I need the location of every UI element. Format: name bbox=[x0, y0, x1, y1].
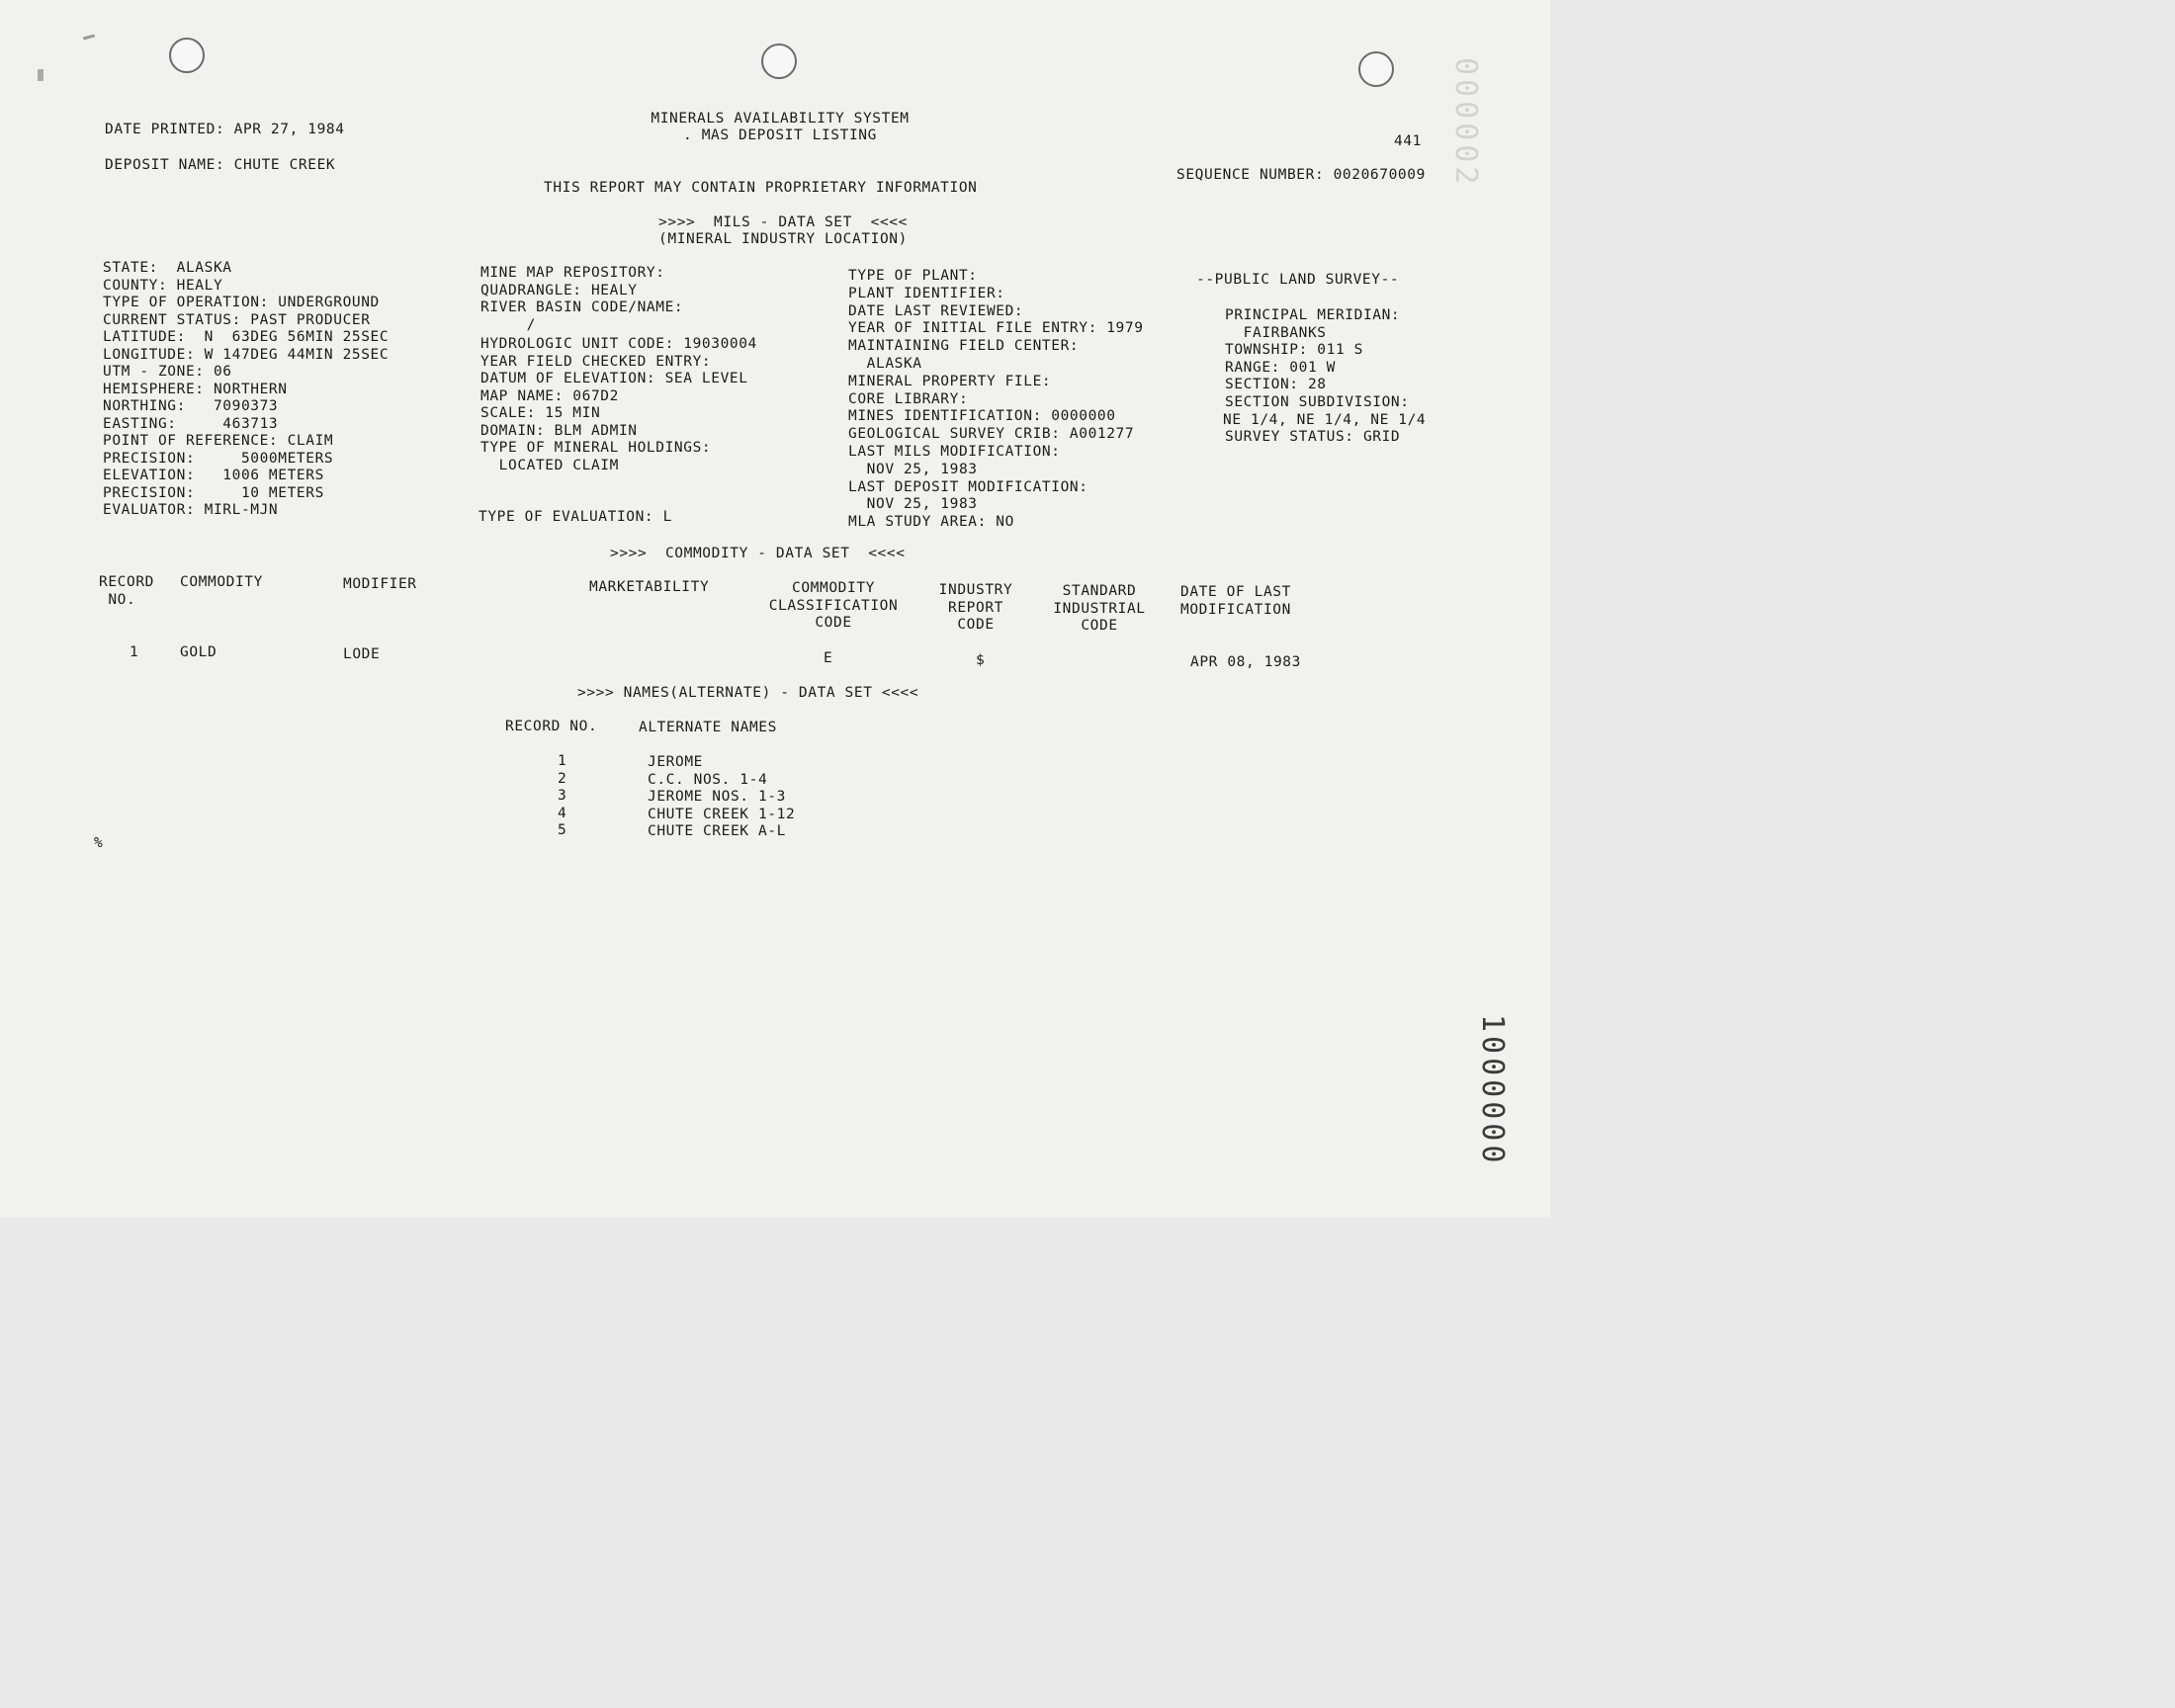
field-line: ELEVATION: 1006 METERS bbox=[103, 468, 324, 483]
alt-record-no: 4 bbox=[558, 806, 567, 821]
system-title: MINERALS AVAILABILITY SYSTEM bbox=[651, 111, 910, 127]
alternate-names-heading: >>>> NAMES(ALTERNATE) - DATA SET <<<< bbox=[577, 685, 919, 701]
alt-name: CHUTE CREEK A-L bbox=[648, 823, 786, 839]
cell-commodity: GOLD bbox=[180, 644, 218, 660]
field-line: MINES IDENTIFICATION: 0000000 bbox=[848, 408, 1116, 425]
field-line: NOV 25, 1983 bbox=[848, 461, 978, 477]
page-number: 441 bbox=[1394, 133, 1422, 149]
alt-name: CHUTE CREEK 1-12 bbox=[648, 807, 796, 822]
cell-industry-report: $ bbox=[976, 652, 986, 668]
cell-modifier: LODE bbox=[343, 646, 381, 662]
field-line: SECTION: 28 bbox=[1225, 377, 1327, 393]
commodity-heading: >>>> COMMODITY - DATA SET <<<< bbox=[610, 546, 906, 561]
field-line: MAP NAME: 067D2 bbox=[480, 387, 619, 404]
col-header-industry-report: INDUSTRY REPORT CODE bbox=[938, 582, 1013, 633]
field-line: LATITUDE: N 63DEG 56MIN 25SEC bbox=[103, 329, 390, 345]
field-line: EASTING: 463713 bbox=[103, 415, 279, 432]
date-printed: DATE PRINTED: APR 27, 1984 bbox=[105, 122, 345, 137]
alt-record-no: 5 bbox=[558, 822, 567, 838]
field-line: YEAR OF INITIAL FILE ENTRY: 1979 bbox=[848, 320, 1144, 337]
col-header-alt-names: ALTERNATE NAMES bbox=[639, 720, 777, 735]
field-line: SURVEY STATUS: GRID bbox=[1225, 429, 1401, 446]
field-line: / bbox=[480, 316, 536, 333]
field-line: TYPE OF MINERAL HOLDINGS: bbox=[480, 440, 712, 456]
scan-speck bbox=[38, 69, 44, 81]
field-line: HEMISPHERE: NORTHERN bbox=[103, 381, 288, 397]
field-line: GEOLOGICAL SURVEY CRIB: A001277 bbox=[848, 426, 1135, 443]
field-line: NORTHING: 7090373 bbox=[103, 398, 279, 414]
field-line: PRECISION: 5000METERS bbox=[103, 450, 334, 467]
punch-hole-right bbox=[1358, 51, 1394, 87]
field-line: CURRENT STATUS: PAST PRODUCER bbox=[103, 311, 371, 328]
field-line: PRECISION: 10 METERS bbox=[103, 484, 324, 501]
col-header-commodity: COMMODITY bbox=[180, 574, 263, 590]
field-line: LOCATED CLAIM bbox=[480, 457, 619, 473]
alt-record-no: 3 bbox=[558, 788, 567, 804]
punch-hole-left bbox=[169, 38, 205, 73]
col-header-marketability: MARKETABILITY bbox=[589, 579, 710, 595]
field-line: CORE LIBRARY: bbox=[848, 390, 969, 407]
proprietary-notice: THIS REPORT MAY CONTAIN PROPRIETARY INFORMATION bbox=[544, 180, 978, 196]
field-line: PLANT IDENTIFIER: bbox=[848, 285, 1005, 301]
field-line: DATUM OF ELEVATION: SEA LEVEL bbox=[480, 371, 748, 386]
field-line: FAIRBANKS bbox=[1225, 324, 1327, 341]
listing-title: . MAS DEPOSIT LISTING bbox=[683, 128, 877, 143]
alt-name: JEROME NOS. 1-3 bbox=[648, 789, 786, 805]
col-header-last-modification: DATE OF LAST MODIFICATION bbox=[1180, 584, 1291, 618]
mils-heading: >>>> MILS - DATA SET <<<< bbox=[658, 214, 908, 230]
field-line: NE 1/4, NE 1/4, NE 1/4 bbox=[1223, 411, 1427, 428]
field-line: LAST MILS MODIFICATION: bbox=[848, 444, 1061, 460]
cell-last-modification: APR 08, 1983 bbox=[1190, 654, 1301, 670]
col-header-classification: COMMODITY CLASSIFICATION CODE bbox=[768, 580, 899, 631]
field-line: TOWNSHIP: 011 S bbox=[1225, 342, 1363, 359]
field-line: UTM - ZONE: 06 bbox=[103, 364, 232, 380]
field-line: QUADRANGLE: HEALY bbox=[480, 282, 638, 299]
col-header-record-no: RECORD NO. bbox=[99, 574, 154, 608]
field-line: SECTION SUBDIVISION: bbox=[1225, 394, 1410, 410]
scan-speck bbox=[83, 34, 95, 40]
field-line: EVALUATOR: MIRL-MJN bbox=[103, 502, 279, 518]
field-line: LONGITUDE: W 147DEG 44MIN 25SEC bbox=[103, 346, 390, 363]
deposit-name: DEPOSIT NAME: CHUTE CREEK bbox=[105, 157, 336, 173]
alt-name: C.C. NOS. 1-4 bbox=[648, 772, 768, 788]
field-line: STATE: ALASKA bbox=[103, 260, 232, 276]
field-line: MAINTAINING FIELD CENTER: bbox=[848, 338, 1080, 355]
percent-mark: % bbox=[94, 835, 104, 851]
alt-record-no: 2 bbox=[558, 771, 567, 787]
mils-subheading: (MINERAL INDUSTRY LOCATION) bbox=[658, 231, 908, 247]
field-line: POINT OF REFERENCE: CLAIM bbox=[103, 433, 334, 449]
frame-stamp-top: 000002 bbox=[1448, 57, 1483, 189]
frame-stamp-bottom: 1000000 bbox=[1475, 1014, 1510, 1167]
field-line: MINE MAP REPOSITORY: bbox=[480, 265, 665, 281]
cell-classification: E bbox=[824, 650, 833, 666]
field-line: TYPE OF PLANT: bbox=[848, 268, 978, 284]
col-header-modifier: MODIFIER bbox=[343, 576, 417, 592]
field-line: TYPE OF OPERATION: UNDERGROUND bbox=[103, 295, 380, 310]
col-header-sic: STANDARD INDUSTRIAL CODE bbox=[1053, 583, 1146, 634]
type-of-evaluation: TYPE OF EVALUATION: L bbox=[478, 509, 672, 525]
col-header-alt-record-no: RECORD NO. bbox=[505, 719, 598, 734]
alt-record-no: 1 bbox=[558, 753, 567, 769]
field-line: PRINCIPAL MERIDIAN: bbox=[1225, 307, 1401, 323]
field-line: ALASKA bbox=[848, 356, 922, 372]
field-line: RIVER BASIN CODE/NAME: bbox=[480, 299, 684, 315]
field-line: COUNTY: HEALY bbox=[103, 277, 223, 294]
alt-name: JEROME bbox=[648, 754, 703, 770]
field-line: DATE LAST REVIEWED: bbox=[848, 302, 1024, 319]
field-line: SCALE: 15 MIN bbox=[480, 405, 601, 421]
field-line: MINERAL PROPERTY FILE: bbox=[848, 373, 1052, 389]
punch-hole-center bbox=[761, 43, 797, 79]
field-line: NOV 25, 1983 bbox=[848, 496, 978, 513]
field-line: RANGE: 001 W bbox=[1225, 359, 1336, 376]
public-land-survey-heading: --PUBLIC LAND SURVEY-- bbox=[1196, 272, 1400, 288]
field-line: HYDROLOGIC UNIT CODE: 19030004 bbox=[480, 336, 757, 352]
field-line: LAST DEPOSIT MODIFICATION: bbox=[848, 478, 1088, 495]
field-line: YEAR FIELD CHECKED ENTRY: bbox=[480, 353, 712, 370]
cell-record-no: 1 bbox=[130, 644, 139, 660]
field-line: MLA STUDY AREA: NO bbox=[848, 514, 1014, 531]
field-line: DOMAIN: BLM ADMIN bbox=[480, 422, 638, 439]
sequence-number: SEQUENCE NUMBER: 0020670009 bbox=[1176, 167, 1426, 183]
